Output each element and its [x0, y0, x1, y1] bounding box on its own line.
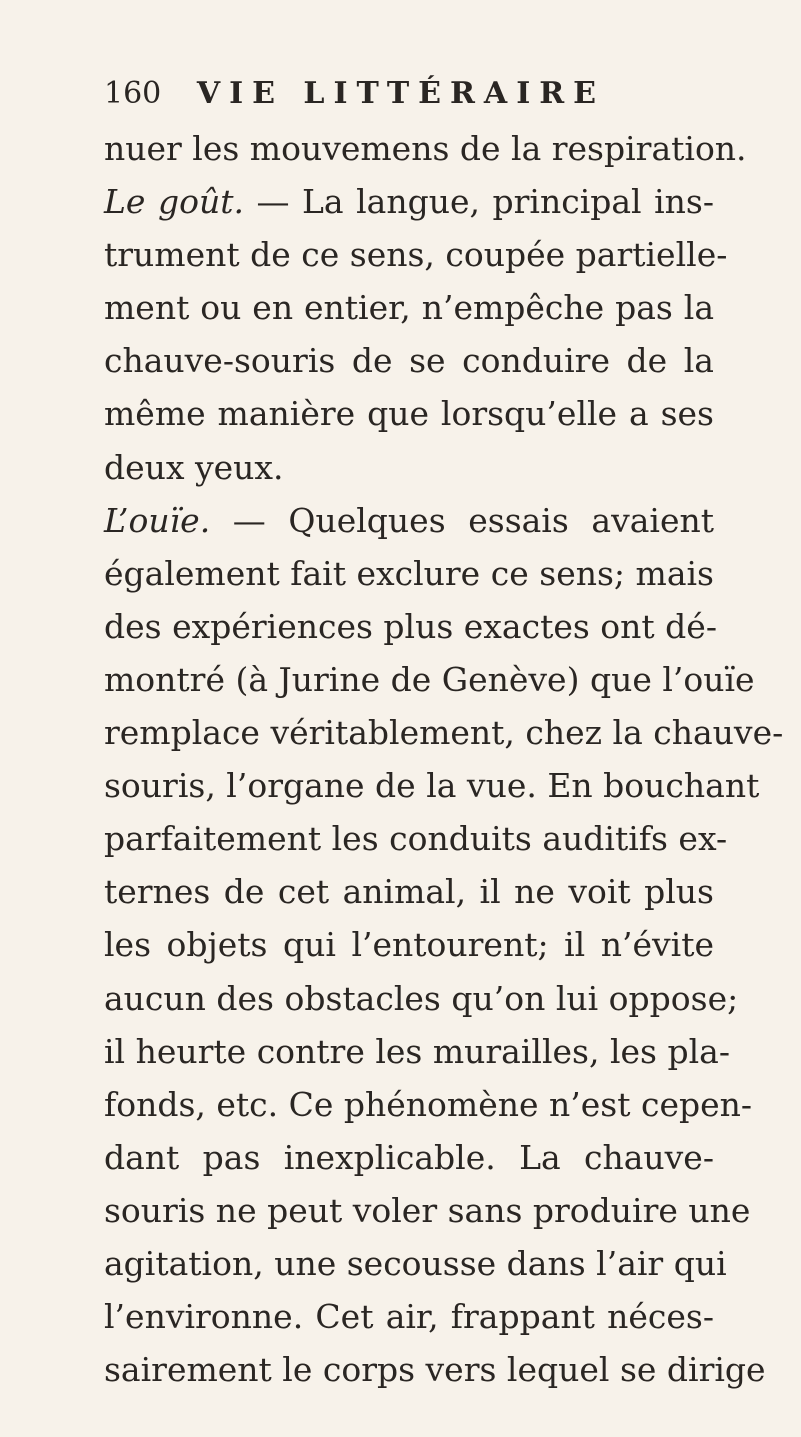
text-line [104, 1131, 714, 1184]
text-line-content: les objets qui l’entourent; il n’évite [104, 925, 714, 965]
text-line [104, 759, 760, 812]
text-line [104, 228, 728, 281]
text-line-content: — Quelques essais avaient [210, 500, 714, 540]
page-header [104, 76, 704, 116]
text-line-content: également fait exclure ce sens; mais [104, 553, 714, 593]
text-line [104, 706, 784, 759]
text-line-content: aucun des obstacles qu’on lui oppose; [104, 978, 739, 1018]
text-line-content: montré (à Jurine de Genève) que l’ouïe [104, 659, 755, 699]
text-line [104, 1237, 727, 1290]
text-line-content: sairement le corps vers lequel se dirige [104, 1350, 766, 1390]
body-text [104, 122, 784, 1396]
text-line [104, 441, 714, 494]
text-line [104, 334, 714, 387]
text-line [104, 812, 728, 865]
section-heading-gout: Le goût. [104, 182, 244, 222]
text-line [104, 1184, 751, 1237]
text-line-content: des expériences plus exactes ont dé- [104, 606, 717, 646]
running-title: VIE LITTÉRAIRE [196, 76, 606, 111]
text-line [104, 122, 747, 175]
text-line-content: trument de ce sens, coupée partielle- [104, 235, 728, 275]
text-line-content: l’environne. Cet air, frappant néces- [104, 1297, 714, 1337]
page-number: 160 [104, 76, 162, 111]
section-heading-ouie: L’ouïe. [104, 500, 211, 540]
text-line [104, 281, 714, 334]
text-line [104, 494, 714, 547]
text-line-content: — La langue, principal ins- [243, 182, 715, 222]
text-line [104, 653, 755, 706]
text-line [104, 1078, 753, 1131]
text-line [104, 1290, 714, 1343]
text-line [104, 972, 739, 1025]
text-line-content: fonds, etc. Ce phénomène n’est cepen- [104, 1084, 753, 1124]
text-line-content: deux yeux. [104, 447, 284, 487]
text-line-content: il heurte contre les murailles, les pla- [104, 1031, 730, 1071]
text-line-content: souris ne peut voler sans produire une [104, 1190, 751, 1230]
text-line-content: dant pas inexplicable. La chauve- [104, 1137, 714, 1177]
text-line-content: agitation, une secousse dans l’air qui [104, 1243, 727, 1283]
text-line [104, 865, 714, 918]
text-line [104, 918, 714, 971]
text-line [104, 387, 714, 440]
text-line [104, 175, 714, 228]
text-line-content: souris, l’organe de la vue. En bouchant [104, 766, 760, 806]
text-line [104, 547, 714, 600]
text-line-content: nuer les mouvemens de la respiration. [104, 129, 747, 168]
text-line-content: ment ou en entier, n’empêche pas la [104, 288, 714, 328]
text-line-content: même manière que lorsqu’elle a ses [104, 394, 714, 434]
text-line [104, 600, 717, 653]
text-line-content: parfaitement les conduits auditifs ex- [104, 819, 728, 859]
text-line [104, 1343, 766, 1396]
text-line-content: remplace véritablement, chez la chauve- [104, 713, 784, 753]
text-line-content: ternes de cet animal, il ne voit plus [104, 872, 714, 912]
text-line-content: chauve-souris de se conduire de la [104, 341, 714, 381]
text-line [104, 1025, 730, 1078]
